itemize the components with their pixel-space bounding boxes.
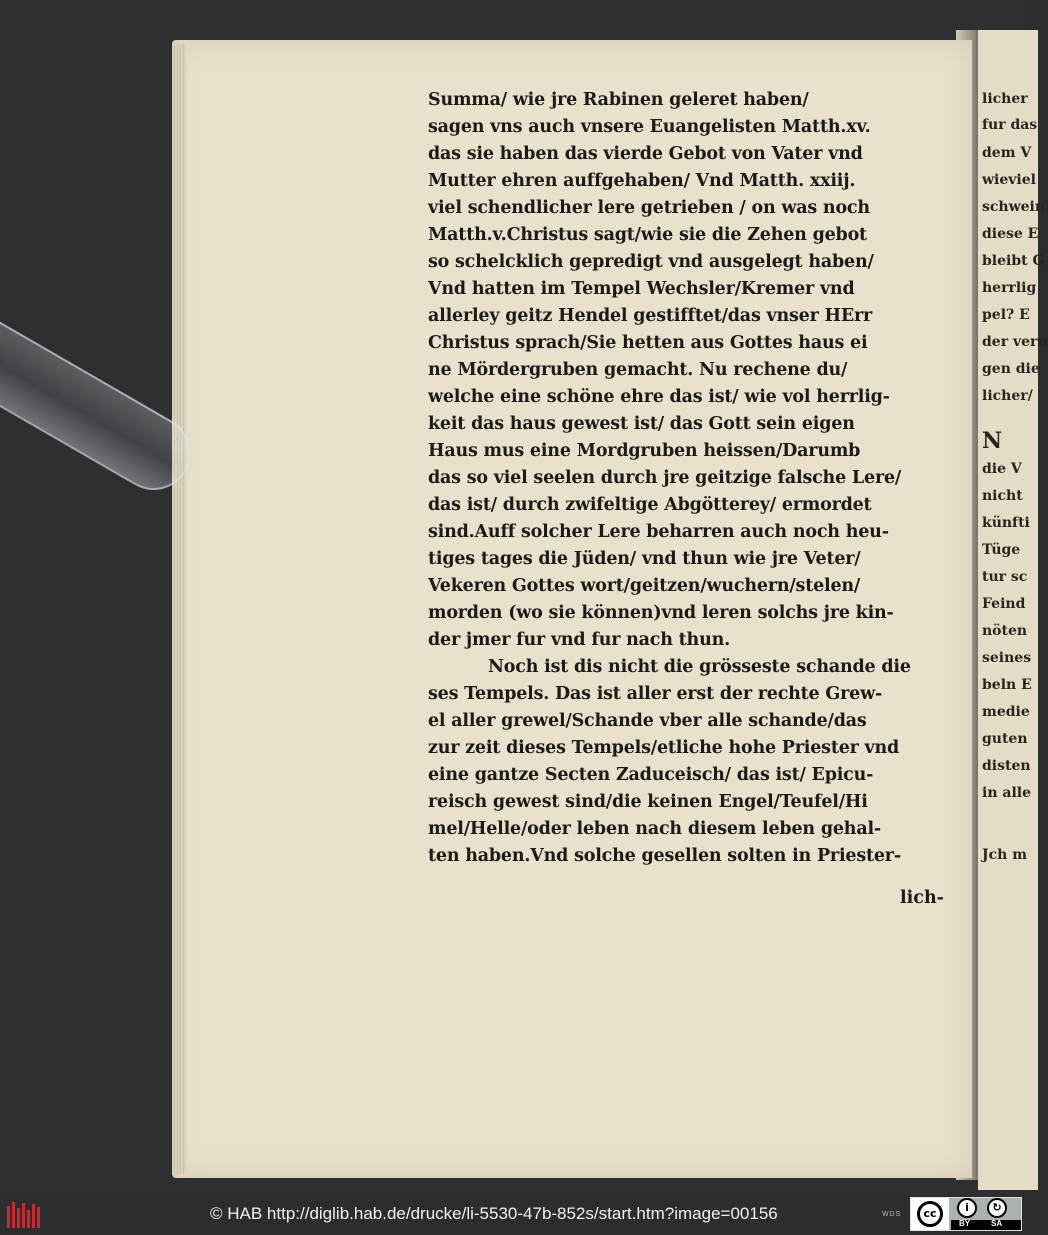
text-line: Matth.v.Christus sagt/wie sie die Zehen gebot <box>428 225 867 245</box>
text-line: zur zeit dieses Tempels/etliche hohe Priester vnd <box>428 738 900 758</box>
by-label: BY <box>959 1219 971 1228</box>
cc-license-strip <box>951 1220 1021 1230</box>
text-line: ne Mördergruben gemacht. Nu rechene du/ <box>428 360 848 380</box>
hab-logo-icon <box>6 1200 46 1230</box>
facing-page-fragment: bleibt G <box>982 253 1045 269</box>
facing-page <box>978 30 1048 1190</box>
cc-logo-icon: cc <box>911 1198 949 1230</box>
facing-page-fragment: guten <box>982 731 1028 747</box>
facing-page-fragment: licher <box>982 91 1028 107</box>
text-line: viel schendlicher lere getrieben / on was noch <box>428 198 870 218</box>
share-alike-icon: ↻ <box>987 1198 1007 1218</box>
facing-page-fragment: wieviel <box>982 172 1036 188</box>
attribution-icon: i <box>957 1198 977 1218</box>
facing-page-fragment: nöten <box>982 623 1028 639</box>
facing-page-fragment: herrlig <box>982 280 1037 296</box>
facing-page-fragment: pel? E <box>982 307 1030 323</box>
facing-page-fragment: schwein <box>982 199 1046 215</box>
text-line: Summa/ wie jre Rabinen geleret haben/ <box>428 90 809 110</box>
text-line: mel/Helle/oder leben nach diesem leben gehal- <box>428 819 881 839</box>
facing-page-fragment: künfti <box>982 515 1030 531</box>
text-line: tiges tages die Jüden/ vnd thun wie jre Veter/ <box>428 549 861 569</box>
facing-page-fragment: dem V <box>982 145 1032 161</box>
facing-page-fragment: N <box>982 428 1003 454</box>
text-line: das sie haben das vierde Gebot von Vater vnd <box>428 144 863 164</box>
facing-page-fragment: die V <box>982 461 1022 477</box>
facing-page-fragment: nicht <box>982 488 1023 504</box>
sa-label: SA <box>991 1219 1003 1228</box>
facing-page-fragment: gen die <box>982 361 1040 377</box>
facing-page-fragment: licher/ <box>982 388 1033 404</box>
text-line: allerley geitz Hendel gestifftet/das vnser HErr <box>428 306 872 326</box>
text-line: morden (wo sie können)vnd leren solchs jre kin- <box>428 603 894 623</box>
text-line: der jmer fur vnd fur nach thun. <box>428 630 731 650</box>
text-line: Vnd hatten im Tempel Wechsler/Kremer vnd <box>428 279 855 299</box>
facing-page-fragment: diese E <box>982 226 1039 242</box>
text-line: eine gantze Secten Zaduceisch/ das ist/ Epicu- <box>428 765 874 785</box>
text-line: sagen vns auch vnsere Euangelisten Matth.xv. <box>428 117 871 137</box>
facing-page-fragment: der vern <box>982 334 1048 350</box>
cc-license-badge[interactable] <box>910 1197 1022 1231</box>
text-line: Christus sprach/Sie hetten aus Gottes haus ei <box>428 333 868 353</box>
text-line: so schelcklich gepredigt vnd ausgelegt haben/ <box>428 252 874 272</box>
text-line: das ist/ durch zwifeltige Abgötterey/ ermordet <box>428 495 872 515</box>
copyright-source-link[interactable]: © HAB http://diglib.hab.de/drucke/li-5530-47b-852s/start.htm?image=00156 <box>210 1204 778 1223</box>
text-line: das so viel seelen durch jre geitzige falsche Lere/ <box>428 468 902 488</box>
text-line: welche eine schöne ehre das ist/ wie vol herrlig- <box>428 387 890 407</box>
facing-page-fragment: Jch m <box>982 847 1028 863</box>
text-line: Vekeren Gottes wort/geitzen/wuchern/stelen/ <box>428 576 861 596</box>
facing-page-fragment: beln E <box>982 677 1032 693</box>
text-line: el aller grewel/Schande vber alle schande/das <box>428 711 867 731</box>
facing-page-fragment: tur sc <box>982 569 1028 585</box>
facing-page-fragment: medie <box>982 704 1030 720</box>
text-line: keit das haus gewest ist/ das Gott sein eigen <box>428 414 855 434</box>
page-edges <box>172 44 186 1174</box>
facing-page-fragment: fur das <box>982 117 1038 133</box>
wds-mark: WDS <box>882 1211 902 1218</box>
text-line: reisch gewest sind/die keinen Engel/Teufel/Hi <box>428 792 868 812</box>
facing-page-fragment: disten <box>982 758 1031 774</box>
facing-page-fragment: seines <box>982 650 1032 666</box>
facing-page-fragment: Tüge <box>982 542 1021 558</box>
facing-page-fragment: in alle <box>982 785 1031 801</box>
catchword: lich- <box>900 888 944 908</box>
text-line: Haus mus eine Mordgruben heissen/Darumb <box>428 441 861 461</box>
facing-page-fragment: Feind <box>982 596 1026 612</box>
text-line: Noch ist dis nicht die grösseste schande die <box>488 657 911 677</box>
text-line: ten haben.Vnd solche gesellen solten in Priester- <box>428 846 901 866</box>
text-line: Mutter ehren auffgehaben/ Vnd Matth. xxiij. <box>428 171 856 191</box>
text-line: sind.Auff solcher Lere beharren auch noch heu- <box>428 522 889 542</box>
text-line: ses Tempels. Das ist aller erst der rechte Grew- <box>428 684 883 704</box>
